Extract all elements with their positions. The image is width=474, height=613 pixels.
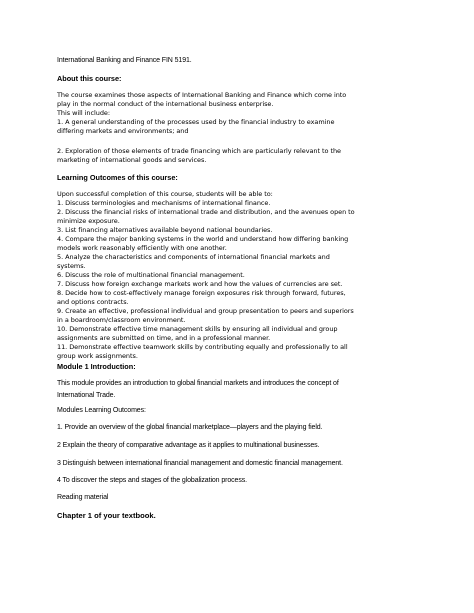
module-outcome-3: 3 Distinguish between international financial management and domestic financial management. [57, 460, 343, 467]
learning-outcome-line: 7. Discuss how foreign exchange markets work and how the values of currencies are set. [57, 280, 343, 288]
module-intro-line-2: International Trade. [57, 392, 116, 399]
learning-outcome-line: in a boardroom/classroom environment. [57, 316, 186, 324]
learning-outcome-line: 4. Compare the major banking systems in the world and understand how differing banking [57, 235, 349, 243]
learning-outcome-line: minimize exposure. [57, 217, 120, 225]
item-2-line-1: 2. Exploration of those elements of trade financing which are particularly relevant to the [57, 147, 341, 155]
learning-outcome-line: 5. Analyze the characteristics and components of international financial markets and [57, 253, 330, 261]
module-outcome-2: 2 Explain the theory of comparative advantage as it applies to multinational businesses. [57, 442, 320, 449]
about-text-line-1: The course examines those aspects of International Banking and Finance which come into [57, 91, 347, 99]
module-intro-line-1: This module provides an introduction to global financial markets and introduces the concept of [57, 380, 339, 387]
learning-outcome-line: models work reasonably efficiently with one another. [57, 244, 227, 252]
course-title: International Banking and Finance FIN 5191. [57, 57, 192, 64]
item-1-line-1: 1. A general understanding of the processes used by the financial industry to examine [57, 118, 335, 126]
module-outcome-1: 1. Provide an overview of the global financial marketplace—players and the playing field. [57, 424, 323, 431]
learning-outcome-line: 2. Discuss the financial risks of international trade and distribution, and the avenues open to [57, 208, 355, 216]
chapter-reference: Chapter 1 of your textbook. [57, 511, 156, 520]
item-1-line-2: differing markets and environments; and [57, 127, 189, 135]
learning-outcome-line: 6. Discuss the role of multinational financial management. [57, 271, 245, 279]
will-include: This will include: [57, 109, 110, 117]
learning-outcome-line: 10. Demonstrate effective time management skills by ensuring all individual and group [57, 325, 338, 333]
learning-outcome-line: 1. Discuss terminologies and mechanisms of international finance. [57, 199, 271, 207]
reading-material: Reading material [57, 494, 109, 501]
about-heading: About this course: [57, 74, 122, 83]
learning-outcomes-intro: Upon successful completion of this course, students will be able to: [57, 190, 273, 198]
learning-outcome-line: assignments are submitted on time, and in a professional manner. [57, 334, 271, 342]
module-outcome-4: 4 To discover the steps and stages of the globalization process. [57, 477, 247, 484]
learning-outcomes-heading: Learning Outcomes of this course: [57, 173, 178, 182]
about-text-line-2: play in the normal conduct of the international business enterprise. [57, 100, 274, 108]
learning-outcome-line: 8. Decide how to cost-effectively manage foreign exposures risk through forward, futures, [57, 289, 346, 297]
learning-outcome-line: and options contracts. [57, 298, 129, 306]
module-heading: Module 1 Introduction: [57, 362, 136, 371]
item-2-line-2: marketing of international goods and services. [57, 156, 207, 164]
learning-outcome-line: 9. Create an effective, professional individual and group presentation to peers and superiors [57, 307, 354, 315]
learning-outcome-line: 3. List financing alternatives available beyond national boundaries. [57, 226, 273, 234]
learning-outcome-line: group work assignments. [57, 352, 138, 360]
module-outcomes-heading: Modules Learning Outcomes: [57, 407, 146, 414]
learning-outcome-line: 11. Demonstrate effective teamwork skills by contributing equally and professionally to all [57, 343, 348, 351]
learning-outcome-line: systems. [57, 262, 86, 270]
